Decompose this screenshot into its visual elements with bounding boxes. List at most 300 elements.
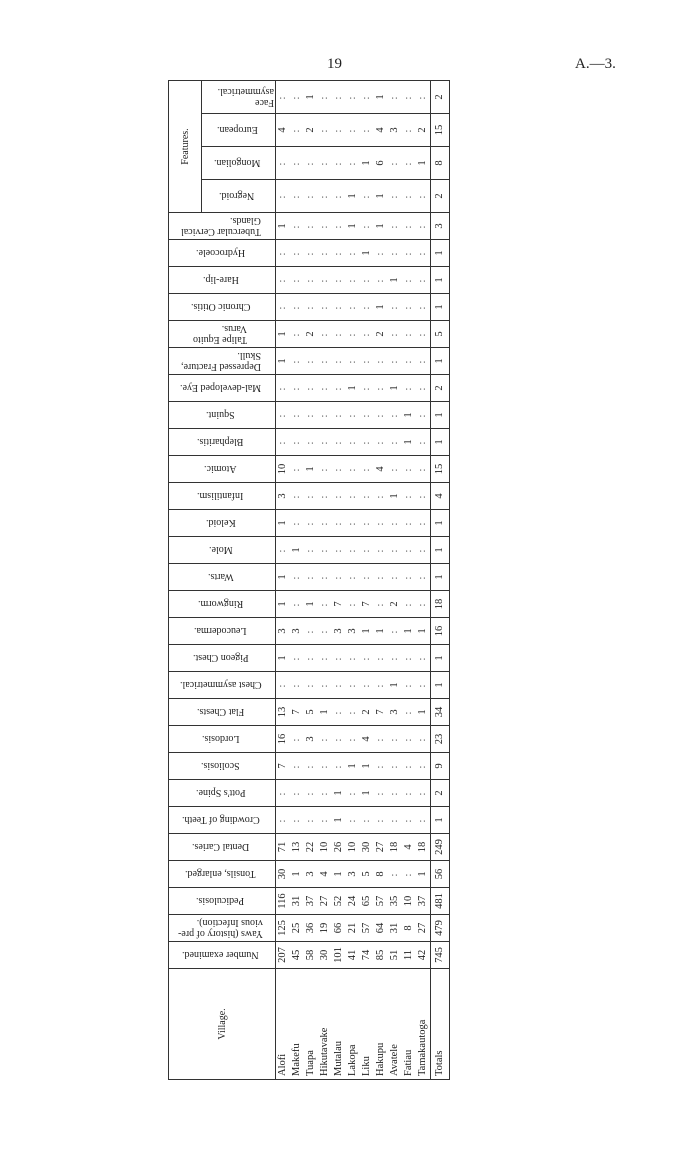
table-cell: 1 bbox=[360, 753, 374, 780]
table-cell: : bbox=[346, 456, 360, 483]
table-cell: 19 bbox=[318, 915, 332, 942]
table-row bbox=[332, 81, 346, 1080]
table-cell: : bbox=[416, 294, 431, 321]
table-cell: 1 bbox=[304, 456, 318, 483]
column-header-label: Pediculosis. bbox=[196, 895, 245, 907]
table-cell: 3 bbox=[346, 618, 360, 645]
table-cell: : bbox=[290, 180, 304, 213]
column-header bbox=[169, 429, 276, 456]
table-cell: 51 bbox=[388, 942, 402, 969]
table-cell: : bbox=[346, 267, 360, 294]
feature-column-header bbox=[202, 81, 276, 114]
table-cell: 1 bbox=[388, 483, 402, 510]
table-cell: : bbox=[416, 180, 431, 213]
table-cell: : bbox=[276, 294, 291, 321]
table-cell: : bbox=[346, 483, 360, 510]
table-cell: 1 bbox=[276, 348, 291, 375]
table-cell: 5 bbox=[304, 699, 318, 726]
village-name: Alofi bbox=[276, 969, 291, 1080]
table-cell: : bbox=[374, 537, 388, 564]
table-cell: : bbox=[304, 537, 318, 564]
table-cell: : bbox=[332, 180, 346, 213]
totals-cell: 56 bbox=[431, 861, 450, 888]
village-header: Village. bbox=[169, 969, 276, 1080]
table-cell: 1 bbox=[374, 81, 388, 114]
table-cell: 1 bbox=[290, 537, 304, 564]
table-cell: : bbox=[290, 483, 304, 510]
table-cell: 85 bbox=[374, 942, 388, 969]
table-cell: : bbox=[290, 645, 304, 672]
table-cell: : bbox=[402, 564, 416, 591]
totals-cell: 5 bbox=[431, 321, 450, 348]
table-cell: : bbox=[416, 213, 431, 240]
table-cell: : bbox=[290, 429, 304, 456]
table-cell: 1 bbox=[360, 618, 374, 645]
table-cell: 3 bbox=[388, 114, 402, 147]
table-cell: 18 bbox=[388, 834, 402, 861]
totals-cell: 23 bbox=[431, 726, 450, 753]
table-cell: 207 bbox=[276, 942, 291, 969]
survey-table bbox=[168, 80, 450, 1080]
column-header-label: Mole. bbox=[208, 544, 233, 556]
table-cell: 7 bbox=[276, 753, 291, 780]
table-cell: : bbox=[318, 81, 332, 114]
table-cell: : bbox=[332, 429, 346, 456]
table-cell: : bbox=[402, 699, 416, 726]
table-cell: : bbox=[360, 180, 374, 213]
table-cell: : bbox=[290, 726, 304, 753]
table-cell: 11 bbox=[402, 942, 416, 969]
column-header-label: Squint. bbox=[206, 409, 235, 421]
table-cell: : bbox=[374, 591, 388, 618]
table-cell: : bbox=[402, 147, 416, 180]
table-cell: : bbox=[332, 213, 346, 240]
table-cell: 1 bbox=[416, 147, 431, 180]
table-cell: 5 bbox=[360, 861, 374, 888]
table-cell: : bbox=[402, 726, 416, 753]
column-header bbox=[169, 240, 276, 267]
table-cell: : bbox=[388, 564, 402, 591]
table-cell: : bbox=[360, 645, 374, 672]
table-cell: : bbox=[402, 321, 416, 348]
table-cell: : bbox=[276, 402, 291, 429]
table-cell: : bbox=[346, 240, 360, 267]
table-cell: : bbox=[318, 180, 332, 213]
table-cell: : bbox=[290, 147, 304, 180]
table-cell: 3 bbox=[276, 618, 291, 645]
table-cell: : bbox=[332, 510, 346, 537]
table-cell: : bbox=[374, 240, 388, 267]
table-cell: : bbox=[276, 429, 291, 456]
table-cell: : bbox=[360, 456, 374, 483]
totals-cell: 34 bbox=[431, 699, 450, 726]
table-cell: : bbox=[290, 402, 304, 429]
column-header-label: Hydrocoele. bbox=[195, 247, 246, 259]
table-cell: : bbox=[346, 672, 360, 699]
totals-cell: 16 bbox=[431, 618, 450, 645]
table-cell: : bbox=[360, 375, 374, 402]
table-cell: 37 bbox=[416, 888, 431, 915]
table-cell: : bbox=[332, 726, 346, 753]
table-cell: 16 bbox=[276, 726, 291, 753]
table-cell: : bbox=[290, 240, 304, 267]
table-cell: 3 bbox=[346, 861, 360, 888]
column-header-label: Scoliosis. bbox=[201, 760, 240, 772]
feature-column-label: Face asymmetrical. bbox=[217, 86, 274, 108]
table-cell: : bbox=[374, 267, 388, 294]
table-cell: : bbox=[332, 672, 346, 699]
table-cell: : bbox=[402, 483, 416, 510]
table-cell: : bbox=[332, 147, 346, 180]
column-header-label: Crowding of Teeth. bbox=[181, 814, 260, 826]
table-cell: 64 bbox=[374, 915, 388, 942]
column-header-label: Leucoderma. bbox=[194, 625, 247, 637]
column-header bbox=[169, 834, 276, 861]
table-cell: 7 bbox=[360, 591, 374, 618]
table-cell: : bbox=[402, 213, 416, 240]
table-cell: 1 bbox=[332, 780, 346, 807]
column-header-label: Number examined. bbox=[182, 949, 259, 961]
table-cell: : bbox=[402, 861, 416, 888]
table-cell: : bbox=[346, 537, 360, 564]
table-cell: : bbox=[388, 645, 402, 672]
table-cell: 57 bbox=[374, 888, 388, 915]
table-cell: 41 bbox=[346, 942, 360, 969]
table-cell: : bbox=[304, 180, 318, 213]
table-cell: : bbox=[276, 81, 291, 114]
column-header bbox=[169, 699, 276, 726]
table-cell: 3 bbox=[388, 699, 402, 726]
table-cell: : bbox=[346, 645, 360, 672]
table-cell: 13 bbox=[290, 834, 304, 861]
table-cell: 52 bbox=[332, 888, 346, 915]
table-cell: : bbox=[318, 483, 332, 510]
table-cell: : bbox=[346, 81, 360, 114]
table-cell: : bbox=[388, 726, 402, 753]
table-cell: : bbox=[332, 537, 346, 564]
table-cell: 27 bbox=[374, 834, 388, 861]
column-header bbox=[169, 780, 276, 807]
totals-cell: 1 bbox=[431, 294, 450, 321]
table-cell: : bbox=[416, 429, 431, 456]
table-cell: : bbox=[360, 672, 374, 699]
table-row bbox=[276, 81, 291, 1080]
table-cell: : bbox=[318, 213, 332, 240]
table-cell: : bbox=[318, 726, 332, 753]
totals-cell: 1 bbox=[431, 267, 450, 294]
table-cell: : bbox=[318, 456, 332, 483]
table-cell: : bbox=[416, 81, 431, 114]
table-cell: : bbox=[374, 429, 388, 456]
table-cell: : bbox=[318, 321, 332, 348]
column-header-label: Ringworm. bbox=[197, 598, 244, 610]
table-cell: : bbox=[360, 429, 374, 456]
totals-cell: 4 bbox=[431, 483, 450, 510]
table-cell: : bbox=[402, 114, 416, 147]
totals-cell: 9 bbox=[431, 753, 450, 780]
table-cell: : bbox=[290, 81, 304, 114]
table-cell: : bbox=[346, 807, 360, 834]
table-cell: : bbox=[360, 294, 374, 321]
table-cell: 1 bbox=[304, 81, 318, 114]
table-cell: : bbox=[276, 807, 291, 834]
table-cell: : bbox=[402, 240, 416, 267]
table-cell: : bbox=[388, 780, 402, 807]
table-cell: : bbox=[388, 213, 402, 240]
table-cell: : bbox=[304, 348, 318, 375]
table-cell: : bbox=[276, 537, 291, 564]
table-cell: 1 bbox=[346, 213, 360, 240]
table-cell: 10 bbox=[318, 834, 332, 861]
table-cell: : bbox=[304, 375, 318, 402]
village-name: Mutalau bbox=[332, 969, 346, 1080]
table-cell: : bbox=[402, 780, 416, 807]
table-header bbox=[169, 81, 276, 1080]
table-cell: : bbox=[318, 267, 332, 294]
table-cell: 10 bbox=[346, 834, 360, 861]
table-cell: : bbox=[290, 591, 304, 618]
table-cell: 1 bbox=[416, 699, 431, 726]
column-header bbox=[169, 672, 276, 699]
column-header-label: Hare-lip. bbox=[202, 274, 239, 286]
table-cell: 4 bbox=[360, 726, 374, 753]
table-row bbox=[290, 81, 304, 1080]
table-cell: 1 bbox=[304, 591, 318, 618]
table-cell: 4 bbox=[318, 861, 332, 888]
totals-cell: 249 bbox=[431, 834, 450, 861]
table-cell: 57 bbox=[360, 915, 374, 942]
table-cell: : bbox=[388, 348, 402, 375]
table-cell: 24 bbox=[346, 888, 360, 915]
table-cell: : bbox=[374, 753, 388, 780]
feature-column-header bbox=[202, 180, 276, 213]
table-cell: 37 bbox=[304, 888, 318, 915]
feature-column-header bbox=[202, 114, 276, 147]
table-cell: : bbox=[332, 645, 346, 672]
table-cell: : bbox=[318, 240, 332, 267]
table-cell: 1 bbox=[318, 699, 332, 726]
table-cell: : bbox=[290, 267, 304, 294]
table-row bbox=[360, 81, 374, 1080]
totals-cell: 8 bbox=[431, 147, 450, 180]
table-cell: : bbox=[388, 618, 402, 645]
table-cell: : bbox=[304, 213, 318, 240]
table-cell: 1 bbox=[374, 618, 388, 645]
table-cell: 1 bbox=[402, 402, 416, 429]
totals-cell: 2 bbox=[431, 81, 450, 114]
table-cell: 2 bbox=[304, 114, 318, 147]
table-cell: : bbox=[290, 456, 304, 483]
table-cell: : bbox=[388, 456, 402, 483]
table-cell: 2 bbox=[360, 699, 374, 726]
table-cell: 10 bbox=[276, 456, 291, 483]
table-cell: : bbox=[332, 321, 346, 348]
table-cell: : bbox=[304, 267, 318, 294]
table-cell: : bbox=[360, 321, 374, 348]
table-cell: : bbox=[416, 645, 431, 672]
table-cell: 8 bbox=[402, 915, 416, 942]
village-name: Hakupu bbox=[374, 969, 388, 1080]
table-cell: 7 bbox=[332, 591, 346, 618]
table-cell: 6 bbox=[374, 147, 388, 180]
table-cell: 125 bbox=[276, 915, 291, 942]
table-cell: 45 bbox=[290, 942, 304, 969]
table-cell: : bbox=[388, 147, 402, 180]
table-cell: 42 bbox=[416, 942, 431, 969]
table-cell: : bbox=[416, 321, 431, 348]
table-cell: : bbox=[304, 402, 318, 429]
table-cell: : bbox=[332, 402, 346, 429]
table-cell: : bbox=[374, 510, 388, 537]
table-cell: 31 bbox=[290, 888, 304, 915]
table-cell: 1 bbox=[276, 321, 291, 348]
column-header bbox=[169, 537, 276, 564]
table-cell: : bbox=[318, 564, 332, 591]
table-cell: : bbox=[318, 807, 332, 834]
table-cell: 74 bbox=[360, 942, 374, 969]
table-cell: 30 bbox=[276, 861, 291, 888]
table-cell: 1 bbox=[402, 618, 416, 645]
column-header-label: Atomic. bbox=[204, 463, 237, 475]
table-row bbox=[318, 81, 332, 1080]
table-cell: : bbox=[276, 147, 291, 180]
table-row bbox=[416, 81, 431, 1080]
table-cell: 30 bbox=[360, 834, 374, 861]
column-header bbox=[169, 375, 276, 402]
table-cell: : bbox=[374, 645, 388, 672]
table-cell: : bbox=[346, 429, 360, 456]
feature-column-header bbox=[202, 147, 276, 180]
column-header bbox=[169, 861, 276, 888]
table-cell: 66 bbox=[332, 915, 346, 942]
table-cell: : bbox=[332, 375, 346, 402]
totals-cell: 1 bbox=[431, 510, 450, 537]
table-cell: : bbox=[304, 240, 318, 267]
table-cell: : bbox=[290, 213, 304, 240]
table-cell: 3 bbox=[276, 483, 291, 510]
table-cell: 101 bbox=[332, 942, 346, 969]
table-cell: 1 bbox=[360, 147, 374, 180]
column-header bbox=[169, 726, 276, 753]
table-row bbox=[388, 81, 402, 1080]
column-header-label: Lordosis. bbox=[201, 733, 240, 745]
table-cell: 1 bbox=[402, 429, 416, 456]
table-cell: : bbox=[388, 240, 402, 267]
table-cell: : bbox=[360, 402, 374, 429]
table-cell: 13 bbox=[276, 699, 291, 726]
table-cell: 30 bbox=[318, 942, 332, 969]
table-cell: : bbox=[346, 591, 360, 618]
column-header bbox=[169, 402, 276, 429]
column-header-label: Pott's Spine. bbox=[195, 787, 246, 799]
table-cell: : bbox=[346, 564, 360, 591]
table-cell: : bbox=[304, 564, 318, 591]
column-header bbox=[169, 294, 276, 321]
table-cell: : bbox=[416, 726, 431, 753]
totals-cell: 1 bbox=[431, 672, 450, 699]
column-header-label: Flat Chests. bbox=[196, 706, 245, 718]
column-header bbox=[169, 213, 276, 240]
table-cell: : bbox=[304, 483, 318, 510]
column-header-label: Chronic Otitis. bbox=[190, 301, 251, 313]
table-cell: 21 bbox=[346, 915, 360, 942]
table-cell: 8 bbox=[374, 861, 388, 888]
table-cell: 3 bbox=[304, 726, 318, 753]
table-cell: : bbox=[290, 375, 304, 402]
table-cell: 2 bbox=[304, 321, 318, 348]
column-header-label: Chest asymmetrical. bbox=[179, 679, 262, 691]
table-cell: : bbox=[332, 456, 346, 483]
table-row bbox=[304, 81, 318, 1080]
totals-cell: 18 bbox=[431, 591, 450, 618]
table-cell: : bbox=[416, 375, 431, 402]
table-cell: : bbox=[304, 807, 318, 834]
table-cell: : bbox=[318, 294, 332, 321]
table-cell: 1 bbox=[332, 807, 346, 834]
totals-label: Totals bbox=[431, 969, 450, 1080]
totals-cell: 1 bbox=[431, 807, 450, 834]
table-cell: : bbox=[276, 267, 291, 294]
table-cell: 18 bbox=[416, 834, 431, 861]
totals-cell: 1 bbox=[431, 348, 450, 375]
column-header bbox=[169, 591, 276, 618]
table-cell: 4 bbox=[374, 114, 388, 147]
table-cell: : bbox=[332, 348, 346, 375]
table-cell: : bbox=[332, 267, 346, 294]
table-cell: : bbox=[346, 699, 360, 726]
totals-cell: 481 bbox=[431, 888, 450, 915]
table-cell: : bbox=[374, 348, 388, 375]
column-header bbox=[169, 942, 276, 969]
column-header-label: Dental Caries. bbox=[191, 841, 250, 853]
table-cell: : bbox=[416, 267, 431, 294]
totals-cell: 2 bbox=[431, 375, 450, 402]
totals-cell: 1 bbox=[431, 240, 450, 267]
table-cell: : bbox=[402, 348, 416, 375]
table-cell: : bbox=[318, 429, 332, 456]
table-cell: : bbox=[346, 348, 360, 375]
table-cell: : bbox=[416, 240, 431, 267]
village-name: Hikutavake bbox=[318, 969, 332, 1080]
table-cell: : bbox=[402, 180, 416, 213]
table-cell: : bbox=[388, 753, 402, 780]
table-cell: : bbox=[360, 267, 374, 294]
table-cell: : bbox=[332, 294, 346, 321]
totals-cell: 1 bbox=[431, 564, 450, 591]
table-cell: : bbox=[388, 861, 402, 888]
table-cell: : bbox=[360, 807, 374, 834]
features-group-header: Features. bbox=[169, 81, 202, 213]
table-cell: : bbox=[290, 807, 304, 834]
table-cell: : bbox=[332, 753, 346, 780]
table-cell: 116 bbox=[276, 888, 291, 915]
village-name: Fatiau bbox=[402, 969, 416, 1080]
table-cell: : bbox=[304, 429, 318, 456]
table-cell: : bbox=[304, 672, 318, 699]
totals-cell: 745 bbox=[431, 942, 450, 969]
table-row bbox=[402, 81, 416, 1080]
table-cell: : bbox=[290, 780, 304, 807]
totals-cell: 15 bbox=[431, 114, 450, 147]
table-cell: : bbox=[290, 321, 304, 348]
table-cell: 3 bbox=[304, 861, 318, 888]
totals-cell: 1 bbox=[431, 429, 450, 456]
table-row bbox=[346, 81, 360, 1080]
column-header-label: Yaws (history of pre- vious Infection). bbox=[178, 917, 263, 939]
table-cell: : bbox=[402, 807, 416, 834]
page-number: 19 bbox=[327, 56, 342, 72]
rotated-table-wrapper bbox=[168, 80, 513, 1080]
